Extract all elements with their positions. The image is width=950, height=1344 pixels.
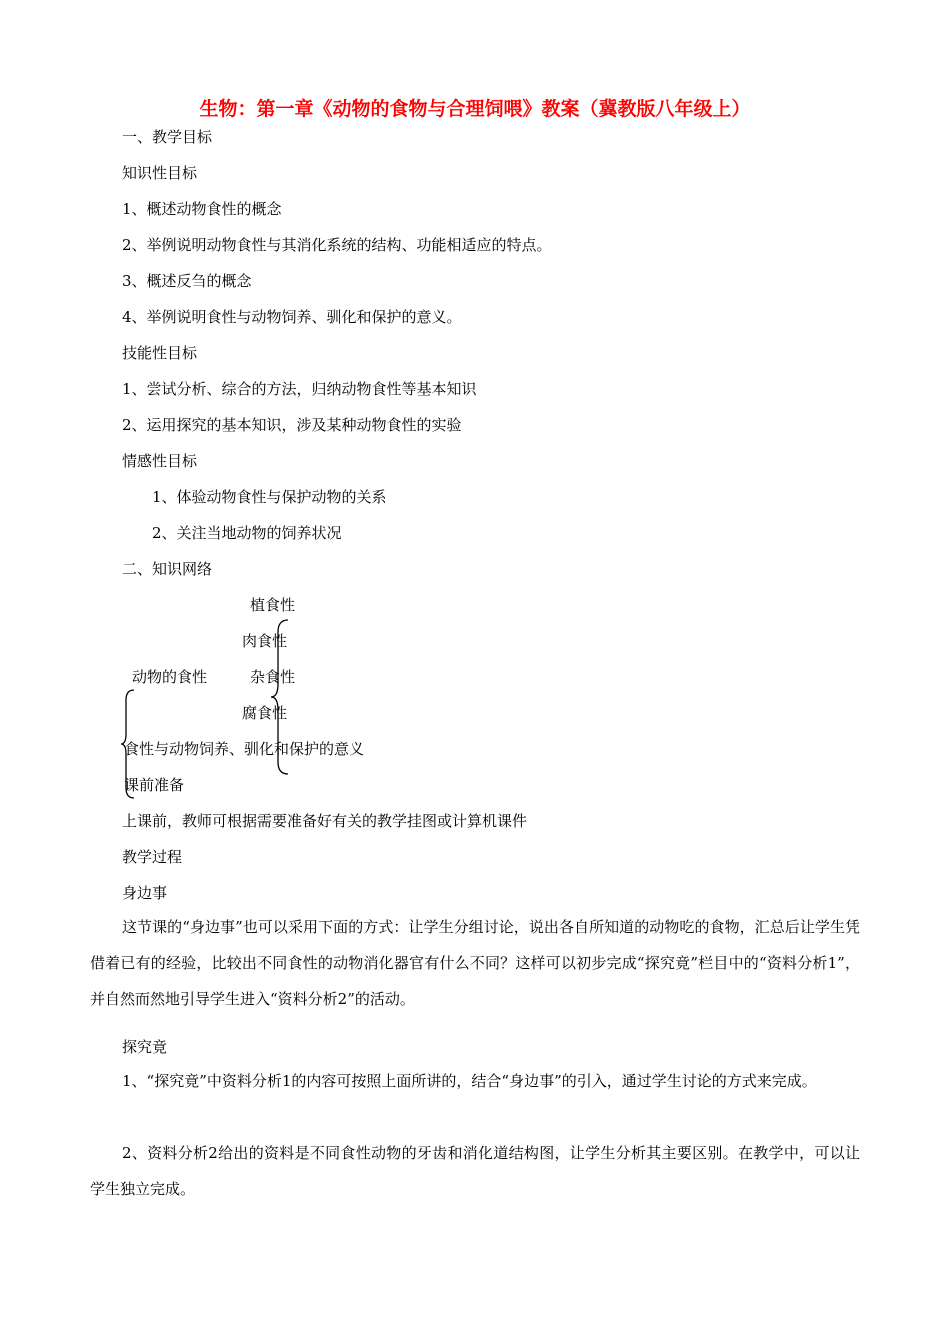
knowledge-goal-item: 2、举例说明动物食性与其消化系统的结构、功能相适应的特点。 xyxy=(122,236,552,254)
document-title: 生物：第一章《动物的食物与合理饲喂》教案（冀教版八年级上） xyxy=(199,98,751,120)
network-inner-brace xyxy=(270,618,292,776)
section2-heading: 二、知识网络 xyxy=(122,560,213,578)
skill-goal-item: 1、尝试分析、综合的方法，归纳动物食性等基本知识 xyxy=(122,380,477,398)
emotion-goal-item: 2、关注当地动物的饲养状况 xyxy=(152,524,342,542)
emotion-goal-item: 1、体验动物食性与保护动物的关系 xyxy=(152,488,387,506)
explore-heading: 探究竟 xyxy=(122,1038,168,1056)
knowledge-goal-item: 1、概述动物食性的概念 xyxy=(122,200,282,218)
network-type-omnivore: 杂食性 xyxy=(250,668,296,686)
emotion-goals-heading: 情感性目标 xyxy=(122,452,198,470)
network-type-carnivore: 肉食性 xyxy=(242,632,288,650)
prep-heading: 课前准备 xyxy=(124,776,185,794)
network-significance: 食性与动物饲养、驯化和保护的意义 xyxy=(124,740,365,758)
explore-item-1: 1、“探究竟”中资料分析1的内容可按照上面所讲的，结合“身边事”的引入，通过学生讨论的方式来完成。 xyxy=(122,1072,817,1090)
knowledge-goals-heading: 知识性目标 xyxy=(122,164,198,182)
skill-goals-heading: 技能性目标 xyxy=(122,344,198,362)
section1-heading: 一、教学目标 xyxy=(122,128,213,146)
skill-goal-item: 2、运用探究的基本知识，涉及某种动物食性的实验 xyxy=(122,416,462,434)
process-heading: 教学过程 xyxy=(122,848,183,866)
network-root: 动物的食性 xyxy=(132,668,208,686)
network-type-herbivore: 植食性 xyxy=(250,596,296,614)
network-type-saprophagous: 腐食性 xyxy=(242,704,288,722)
knowledge-goal-item: 4、举例说明食性与动物饲养、驯化和保护的意义。 xyxy=(122,308,462,326)
around-heading: 身边事 xyxy=(122,884,168,902)
knowledge-goal-item: 3、概述反刍的概念 xyxy=(122,272,252,290)
prep-text: 上课前，教师可根据需要准备好有关的教学挂图或计算机课件 xyxy=(122,812,528,830)
around-paragraph: 这节课的“身边事”也可以采用下面的方式：让学生分组讨论，说出各自所知道的动物吃的食物，汇总后让学生凭借着已有的经验，比较出不同食性的动物消化器官有什么不同？这样可以初步完成“探究竟”栏目中的“资料分析1”，并自然而然地引导学生进入“资料分析2”的活动。 xyxy=(90,918,860,1008)
explore-item-2: 2、资料分析2给出的资料是不同食性动物的牙齿和消化道结构图，让学生分析其主要区别。在教学中，可以让学生独立完成。 xyxy=(90,1144,860,1198)
